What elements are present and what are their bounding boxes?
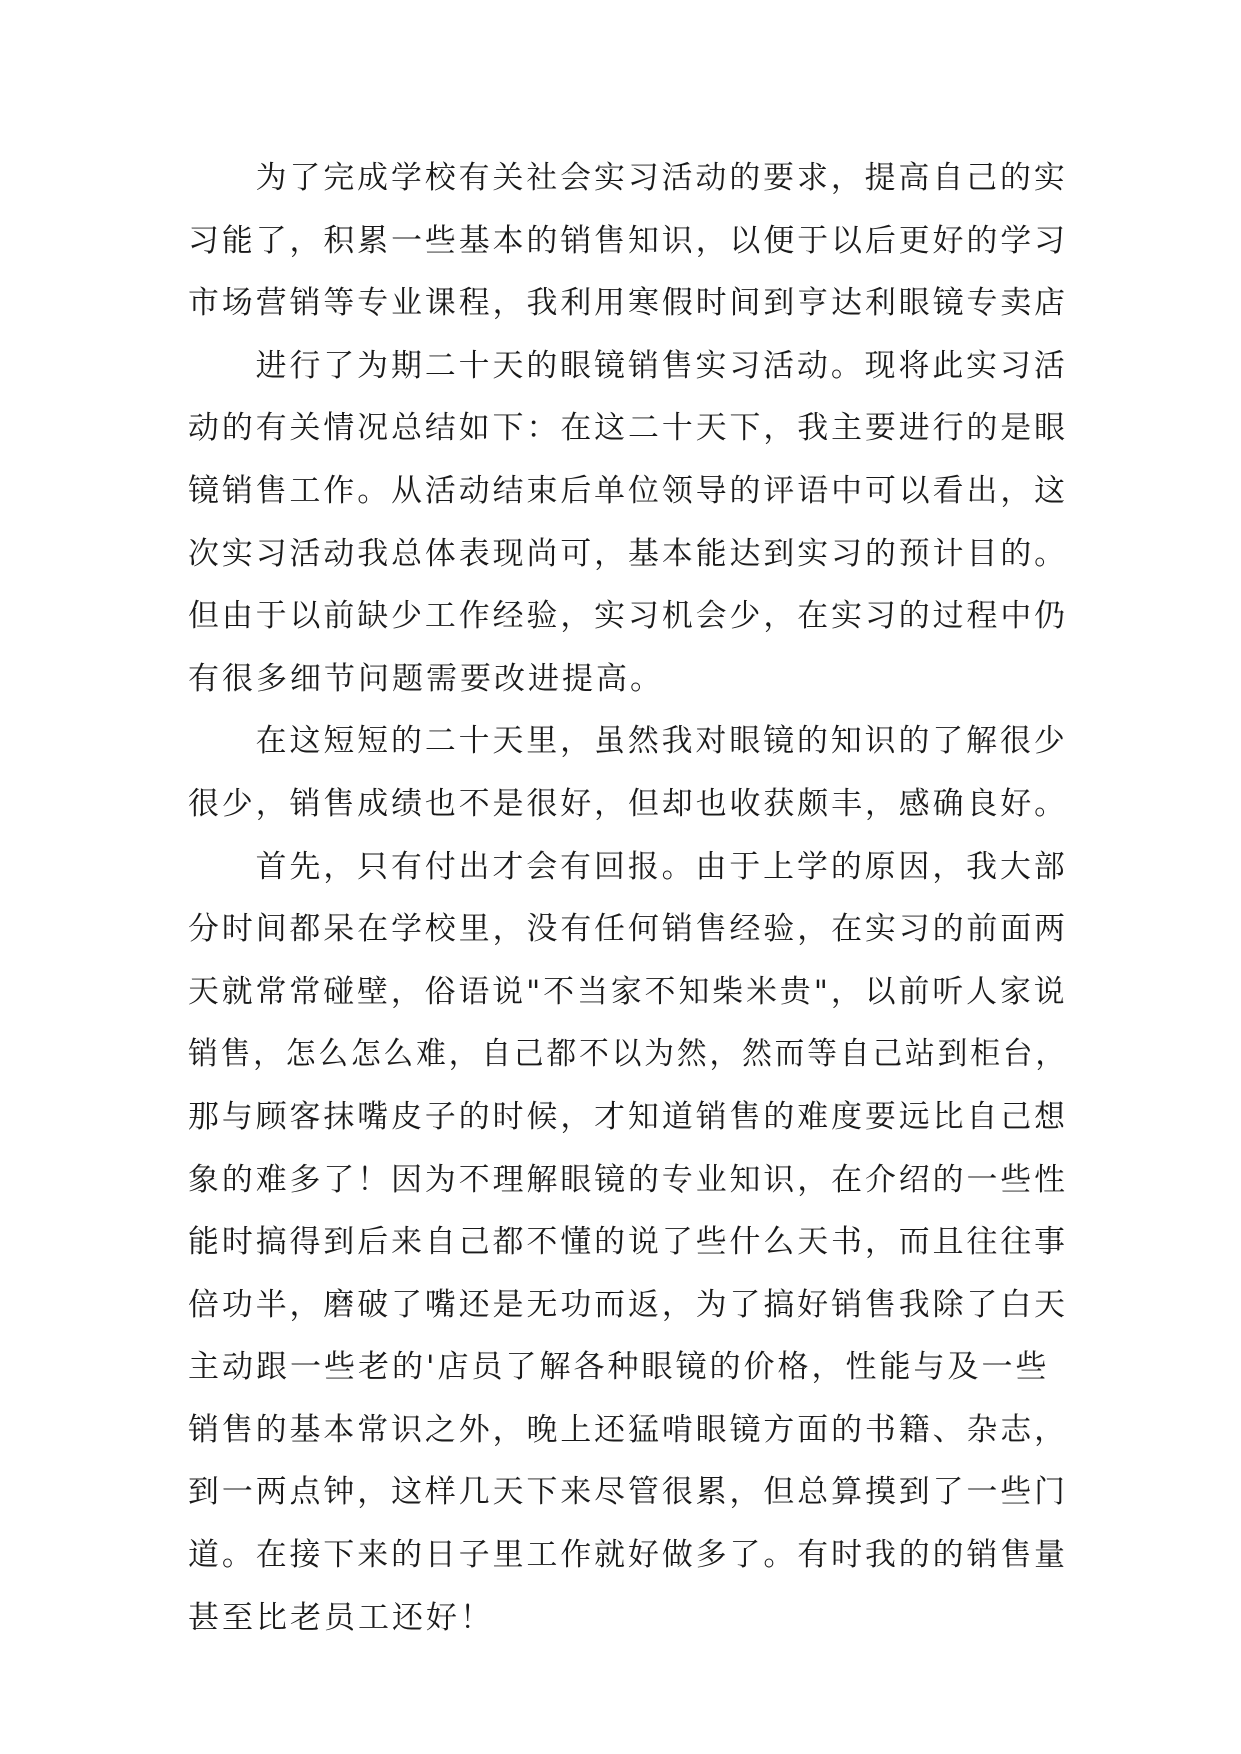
text-line: 那与顾客抹嘴皮子的时候，才知道销售的难度要远比自己想 xyxy=(188,1098,1069,1135)
text-line: 天就常常碰壁，俗语说"不当家不知柴米贵"，以前听人家说 xyxy=(188,973,1068,1010)
text-line: 到一两点钟，这样几天下来尽管很累，但总算摸到了一些门 xyxy=(188,1474,1069,1511)
text-line: 销售，怎么怎么难，自己都不以为然，然而等自己站到柜台， xyxy=(188,1036,1068,1073)
paragraph-first-line: 在这短短的二十天里，虽然我对眼镜的知识的了解很少 xyxy=(255,723,1068,760)
paragraph-first-line: 首先，只有付出才会有回报。由于上学的原因，我大部 xyxy=(255,848,1068,885)
text-line: 但由于以前缺少工作经验，实习机会少，在实习的过程中仍 xyxy=(188,598,1069,635)
text-line: 倍功半，磨破了嘴还是无功而返，为了搞好销售我除了白天 xyxy=(188,1286,1069,1323)
text-line: 市场营销等专业课程，我利用寒假时间到亨达利眼镜专卖店 xyxy=(188,285,1069,322)
text-line: 销售的基本常识之外，晚上还猛啃眼镜方面的书籍、杂志， xyxy=(188,1411,1069,1448)
text-line: 镜销售工作。从活动结束后单位领导的评语中可以看出，这 xyxy=(188,472,1069,509)
text-line: 象的难多了！因为不理解眼镜的专业知识，在介绍的一些性 xyxy=(188,1161,1069,1198)
text-line: 能时搞得到后来自己都不懂的说了些什么天书，而且往往事 xyxy=(188,1224,1069,1261)
body-text xyxy=(188,154,1068,1656)
text-line: 甚至比老员工还好！ xyxy=(188,1599,494,1636)
text-line: 动的有关情况总结如下：在这二十天下，我主要进行的是眼 xyxy=(188,410,1069,447)
text-line: 很少，销售成绩也不是很好，但却也收获颇丰，感确良好。 xyxy=(188,785,1069,822)
text-line: 有很多细节问题需要改进提高。 xyxy=(188,660,664,697)
paragraph-first-line: 为了完成学校有关社会实习活动的要求，提高自己的实 xyxy=(255,160,1068,196)
text-line: 主动跟一些老的'店员了解各种眼镜的价格，性能与及一些 xyxy=(188,1349,1050,1386)
text-line: 次实习活动我总体表现尚可，基本能达到实习的预计目的。 xyxy=(188,535,1069,572)
text-line: 分时间都呆在学校里，没有任何销售经验，在实习的前面两 xyxy=(188,911,1069,948)
text-line: 习能了，积累一些基本的销售知识，以便于以后更好的学习 xyxy=(188,222,1069,259)
paragraph-first-line: 进行了为期二十天的眼镜销售实习活动。现将此实习活 xyxy=(255,347,1068,384)
text-line: 道。在接下来的日子里工作就好做多了。有时我的的销售量 xyxy=(188,1537,1069,1574)
